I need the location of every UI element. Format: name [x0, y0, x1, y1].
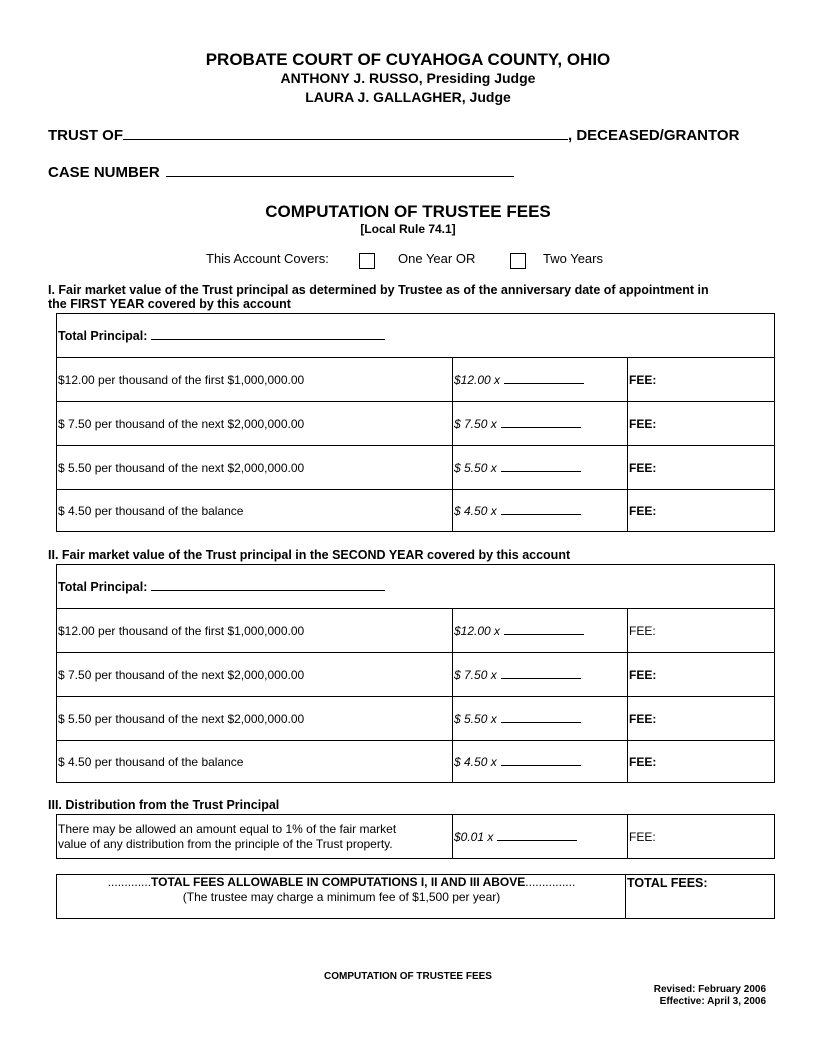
table-row	[57, 402, 775, 446]
local-rule: [Local Rule 74.1]	[360, 222, 456, 236]
table-row	[57, 815, 775, 859]
fee-desc: $ 5.50 per thousand of the next $2,000,000.00	[57, 697, 453, 741]
case-number-row	[48, 162, 514, 181]
totals-desc	[57, 875, 626, 919]
section2-table	[56, 564, 775, 783]
fee-desc: $12.00 per thousand of the first $1,000,000.00	[57, 358, 453, 402]
rate-cell	[453, 815, 628, 859]
rate-label: $ 5.50 x	[454, 711, 497, 726]
rate-cell	[453, 609, 628, 653]
fee-label[interactable]: FEE:	[628, 697, 775, 741]
fee-label[interactable]: FEE:	[628, 402, 775, 446]
fee-label[interactable]: FEE:	[628, 446, 775, 490]
rate-cell	[453, 490, 628, 532]
total-principal-row	[57, 565, 775, 609]
total-principal-cell	[57, 565, 775, 609]
totals-table	[56, 874, 775, 919]
table-row	[57, 653, 775, 697]
table-row	[57, 490, 775, 532]
fee-label[interactable]: FEE:	[628, 358, 775, 402]
rate-cell	[453, 653, 628, 697]
totals-row	[57, 875, 775, 919]
totals-line2: (The trustee may charge a minimum fee of $1,500 per year)	[182, 890, 501, 904]
form-title: COMPUTATION OF TRUSTEE FEES	[265, 202, 551, 221]
effective-date: Effective: April 3, 2006	[659, 996, 766, 1007]
total-principal-cell	[57, 314, 775, 358]
section1-table	[56, 313, 775, 532]
table-row	[57, 609, 775, 653]
one-year-checkbox[interactable]	[359, 253, 375, 269]
two-years-label: Two Years	[543, 251, 603, 266]
amount-field[interactable]	[501, 504, 581, 515]
fee-desc: $ 4.50 per thousand of the balance	[57, 490, 453, 532]
trust-of-field[interactable]	[123, 125, 568, 140]
amount-field[interactable]	[501, 712, 581, 723]
rate-cell	[453, 358, 628, 402]
rate-cell	[453, 741, 628, 783]
trust-of-label: TRUST OF	[48, 127, 123, 144]
total-principal-field[interactable]	[151, 329, 385, 340]
section2-heading: II. Fair market value of the Trust principal in the SECOND YEAR covered by this account	[48, 548, 571, 562]
footer-title: COMPUTATION OF TRUSTEE FEES	[324, 971, 492, 982]
total-principal-row	[57, 314, 775, 358]
section1-heading-1: I. Fair market value of the Trust principal as determined by Trustee as of the anniversary date of appointment in	[48, 283, 709, 297]
rate-label: $ 4.50 x	[454, 754, 497, 769]
rate-label: $ 7.50 x	[454, 667, 497, 682]
table-row	[57, 741, 775, 783]
rate-label: $ 5.50 x	[454, 460, 497, 475]
amount-field[interactable]	[501, 417, 581, 428]
fee-desc: $ 7.50 per thousand of the next $2,000,000.00	[57, 402, 453, 446]
rate-label: $ 4.50 x	[454, 503, 497, 518]
deceased-grantor-label: , DECEASED/GRANTOR	[568, 127, 740, 144]
revised-date: Revised: February 2006	[653, 984, 766, 995]
distribution-desc	[57, 815, 453, 859]
amount-field[interactable]	[501, 461, 581, 472]
section3-heading: III. Distribution from the Trust Principal	[48, 798, 280, 812]
table-row	[57, 446, 775, 490]
trust-of-row	[48, 125, 739, 144]
court-title: PROBATE COURT OF CUYAHOGA COUNTY, OHIO	[205, 50, 611, 69]
total-fees-label[interactable]: TOTAL FEES:	[626, 875, 775, 919]
distribution-desc-line2: value of any distribution from the principle of the Trust property.	[58, 836, 393, 851]
table-row	[57, 358, 775, 402]
total-principal-label: Total Principal:	[58, 328, 148, 343]
amount-field[interactable]	[497, 830, 577, 841]
rate-cell	[453, 697, 628, 741]
fee-desc: $ 5.50 per thousand of the next $2,000,000.00	[57, 446, 453, 490]
amount-field[interactable]	[501, 755, 581, 766]
totals-heading: TOTAL FEES ALLOWABLE IN COMPUTATIONS I, II AND III ABOVE	[151, 875, 526, 889]
fee-label[interactable]: FEE:	[628, 815, 775, 859]
rate-label: $12.00 x	[454, 623, 501, 638]
case-number-label: CASE NUMBER	[48, 164, 160, 181]
fee-label[interactable]: FEE:	[628, 609, 775, 653]
section3-table	[56, 814, 775, 859]
presiding-judge: ANTHONY J. RUSSO, Presiding Judge	[280, 70, 536, 86]
one-year-label: One Year OR	[398, 251, 476, 266]
total-principal-field[interactable]	[151, 580, 385, 591]
fee-desc: $ 7.50 per thousand of the next $2,000,000.00	[57, 653, 453, 697]
two-years-checkbox[interactable]	[510, 253, 526, 269]
fee-label[interactable]: FEE:	[628, 741, 775, 783]
rate-label: $12.00 x	[454, 372, 501, 387]
judge: LAURA J. GALLAGHER, Judge	[305, 89, 511, 105]
rate-label: $0.01 x	[454, 829, 494, 844]
amount-field[interactable]	[504, 624, 584, 635]
rate-label: $ 7.50 x	[454, 416, 497, 431]
fee-label[interactable]: FEE:	[628, 653, 775, 697]
total-principal-label: Total Principal:	[58, 579, 148, 594]
amount-field[interactable]	[504, 373, 584, 384]
rate-cell	[453, 402, 628, 446]
fee-label[interactable]: FEE:	[628, 490, 775, 532]
account-covers-label: This Account Covers:	[206, 251, 329, 266]
fee-desc: $12.00 per thousand of the first $1,000,000.00	[57, 609, 453, 653]
case-number-field[interactable]	[166, 162, 514, 177]
fee-desc: $ 4.50 per thousand of the balance	[57, 741, 453, 783]
distribution-desc-line1: There may be allowed an amount equal to 1% of the fair market	[58, 821, 397, 836]
rate-cell	[453, 446, 628, 490]
section1-heading-2: the FIRST YEAR covered by this account	[48, 297, 291, 311]
totals-line1: .............TOTAL FEES ALLOWABLE IN COMPUTATIONS I, II AND III ABOVE...............	[107, 875, 576, 889]
table-row	[57, 697, 775, 741]
amount-field[interactable]	[501, 668, 581, 679]
